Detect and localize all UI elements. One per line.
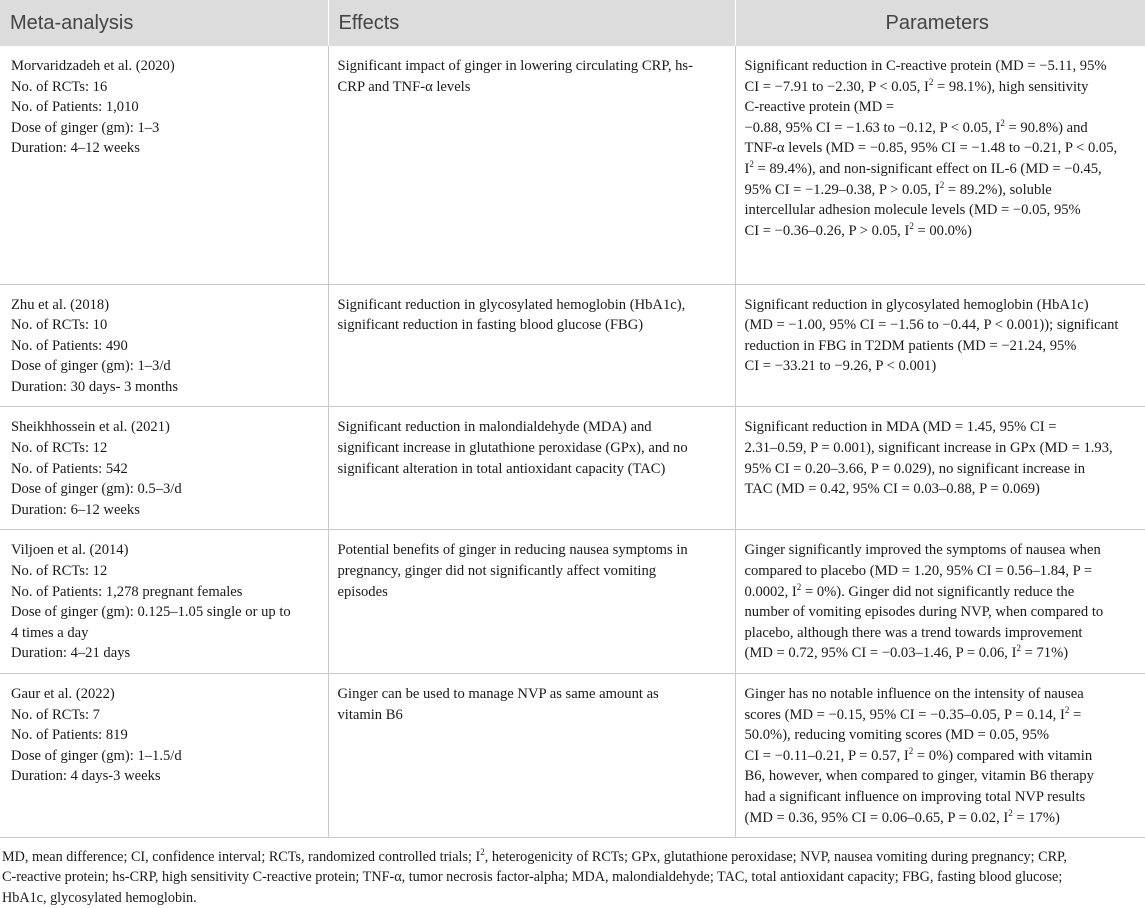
parameters-line: compared to placebo (MD = 1.20, 95% CI = 0.56–1.84, P = <box>744 563 1093 580</box>
parameters-line: (MD = 0.36, 95% CI = 0.06–0.65, P = 0.02, $I^2 = 17\%$) <box>744 807 1060 826</box>
parameters-line: CI = −0.36–0.26, P > 0.05, $I^2 = 00.0\%$) <box>744 220 972 239</box>
footnote-line: HbA1c, glycosylated hemoglobin. <box>2 889 197 906</box>
table-row <box>0 530 1145 674</box>
meta-analysis-cell <box>0 284 328 407</box>
parameters-cell <box>735 284 1145 407</box>
parameters-line: CI = −33.21 to −9.26, P < 0.001) <box>744 358 937 375</box>
effects-line: Potential benefits of ginger in reducing nausea symptoms in <box>337 542 688 559</box>
parameters-line: (MD = −1.00, 95% CI = −1.56 to −0.44, P < 0.001)); significant <box>744 317 1119 334</box>
meta-analysis-line: No. of Patients: 1,278 pregnant females <box>11 583 243 600</box>
parameters-line: B6, however, when compared to ginger, vitamin B6 therapy <box>744 768 1094 785</box>
table-header-row <box>0 0 1145 46</box>
meta-analysis-cell <box>0 407 328 530</box>
meta-analysis-line: Dose of ginger (gm): 0.5–3/d <box>11 481 182 498</box>
effects-line: Significant reduction in glycosylated hemoglobin (HbA1c), <box>337 296 686 313</box>
parameters-line: reduction in FBG in T2DM patients (MD = −21.24, 95% <box>744 337 1077 354</box>
header-effects: Effects <box>328 0 735 46</box>
parameters-line: intercellular adhesion molecule levels (MD = −0.05, 95% <box>744 202 1081 219</box>
meta-analysis-line: Dose of ginger (gm): 1–1.5/d <box>11 747 182 764</box>
meta-analysis-line: No. of Patients: 542 <box>11 460 128 477</box>
meta-analysis-line: No. of Patients: 819 <box>11 727 128 744</box>
parameters-line: 50.0%), reducing vomiting scores (MD = 0.05, 95% <box>744 727 1050 744</box>
effects-line: Significant impact of ginger in lowering circulating CRP, hs- <box>337 58 693 74</box>
table-row <box>0 46 1145 284</box>
meta-analysis-line: Duration: 30 days- 3 months <box>11 378 179 395</box>
meta-analysis-line: Dose of ginger (gm): 1–3 <box>11 119 160 136</box>
parameters-line: 95% CI = −1.29–0.38, P > 0.05, $I^2 = 89.2\%$), soluble <box>744 179 1052 198</box>
effects-line: significant increase in glutathione peroxidase (GPx), and no <box>337 440 688 457</box>
effects-line: Ginger can be used to manage NVP as same amount as <box>337 686 659 702</box>
effects-line: pregnancy, ginger did not significantly affect vomiting <box>337 563 657 580</box>
parameters-line: −0.88, 95% CI = −1.63 to −0.12, P < 0.05, $I^2 = 90.8\%$) and <box>744 117 1088 136</box>
parameters-cell <box>735 674 1145 838</box>
header-meta-analysis: Meta-analysis <box>0 0 328 46</box>
meta-analysis-line: No. of RCTs: 7 <box>11 706 100 723</box>
parameters-cell <box>735 407 1145 530</box>
meta-analysis-line: Morvaridzadeh et al. (2020) <box>11 58 175 74</box>
parameters-line: 2.31–0.59, P = 0.001), significant increase in GPx (MD = 1.93, <box>744 440 1113 457</box>
parameters-line: Significant reduction in MDA (MD = 1.45, 95% CI = <box>744 419 1057 436</box>
meta-analysis-line: Duration: 4–12 weeks <box>11 140 140 157</box>
meta-analysis-line: Dose of ginger (gm): 1–3/d <box>11 358 171 375</box>
parameters-line: CI = −7.91 to −2.30, P < 0.05, $I^2 = 98.1\%$), high sensitivity <box>744 76 1089 95</box>
parameters-line: Ginger significantly improved the symptoms of nausea when <box>744 542 1101 559</box>
table-row <box>0 284 1145 407</box>
meta-analysis-line: Sheikhhossein et al. (2021) <box>11 419 170 436</box>
effects-line: significant alteration in total antioxidant capacity (TAC) <box>337 460 666 477</box>
parameters-line: 0.0002, $I^2 = 0\%$). Ginger did not significantly reduce the <box>744 581 1075 600</box>
effects-line: vitamin B6 <box>337 706 403 723</box>
parameters-cell <box>735 530 1145 674</box>
parameters-line: Significant reduction in C-reactive protein (MD = −5.11, 95% <box>744 58 1107 74</box>
effects-line: Significant reduction in malondialdehyde (MDA) and <box>337 419 652 436</box>
meta-analysis-line: 4 times a day <box>11 624 89 641</box>
footnote-line: MD, mean difference; CI, confidence interval; RCTs, randomized controlled trials; $I^2$, heterogenicity of RCTs; GPx, glutathione peroxidase; NVP, nausea vomiting during pregnancy; CRP, <box>2 847 1067 866</box>
meta-analysis-line: No. of RCTs: 16 <box>11 78 108 95</box>
meta-analysis-line: No. of Patients: 1,010 <box>11 99 139 116</box>
meta-analysis-line: No. of Patients: 490 <box>11 337 128 354</box>
meta-analysis-line: No. of RCTs: 12 <box>11 440 108 457</box>
meta-analysis-line: Viljoen et al. (2014) <box>11 542 129 559</box>
effects-cell <box>328 530 735 674</box>
parameters-line: Significant reduction in glycosylated hemoglobin (HbA1c) <box>744 296 1089 313</box>
meta-analysis-line: No. of RCTs: 10 <box>11 317 108 334</box>
meta-analysis-line: No. of RCTs: 12 <box>11 563 108 580</box>
parameters-line: TNF-α levels (MD = −0.85, 95% CI = −1.48 to −0.21, P < 0.05, <box>744 140 1118 157</box>
effects-cell <box>328 674 735 838</box>
parameters-line: CI = −0.11–0.21, P = 0.57, $I^2 = 0\%$) compared with vitamin <box>744 745 1093 764</box>
parameters-line: $I^2 = 89.4\%$), and non-significant effect on IL-6 (MD = −0.45, <box>744 158 1102 177</box>
parameters-line: (MD = 0.72, 95% CI = −0.03–1.46, P = 0.06, $I^2 = 71\%$) <box>744 643 1069 662</box>
effects-cell <box>328 284 735 407</box>
meta-analysis-cell <box>0 46 328 284</box>
effects-line: episodes <box>337 583 388 600</box>
meta-analysis-cell <box>0 530 328 674</box>
meta-analysis-cell <box>0 674 328 838</box>
parameters-line: had a significant influence on improving total NVP results <box>744 788 1086 805</box>
meta-analysis-line: Duration: 6–12 weeks <box>11 501 140 518</box>
meta-analysis-line: Dose of ginger (gm): 0.125–1.05 single or up to <box>11 604 291 621</box>
meta-analysis-line: Duration: 4–21 days <box>11 645 131 662</box>
table-footnote <box>0 838 1145 908</box>
parameters-line: 95% CI = 0.20–3.66, P = 0.029), no significant increase in <box>744 460 1086 477</box>
header-parameters: Parameters <box>885 11 989 34</box>
effects-line: CRP and TNF-α levels <box>337 78 471 95</box>
parameters-line: C-reactive protein (MD = <box>744 99 895 116</box>
table-body <box>0 46 1145 838</box>
meta-analysis-line: Gaur et al. (2022) <box>11 686 115 702</box>
parameters-cell <box>735 46 1145 284</box>
parameters-line: TAC (MD = 0.42, 95% CI = 0.03–0.88, P = 0.069) <box>744 481 1040 498</box>
effects-cell <box>328 407 735 530</box>
parameters-line: placebo, although there was a trend towards improvement <box>744 624 1083 641</box>
table-row <box>0 674 1145 838</box>
meta-analysis-line: Zhu et al. (2018) <box>11 296 110 313</box>
parameters-line: scores (MD = −0.15, 95% CI = −0.35–0.05, P = 0.14, $I^2$ = <box>744 704 1082 723</box>
table-row <box>0 407 1145 530</box>
footnote-line: C-reactive protein; hs-CRP, high sensitivity C-reactive protein; TNF-α, tumor necrosis factor-alpha; MDA, malondialdehyde; TAC, total antioxidant capacity; FBG, fasting blood glucose; <box>2 869 1063 886</box>
effects-cell <box>328 46 735 284</box>
parameters-line: Ginger has no notable influence on the intensity of nausea <box>744 686 1084 702</box>
meta-analysis-line: Duration: 4 days-3 weeks <box>11 768 161 785</box>
parameters-line: number of vomiting episodes during NVP, when compared to <box>744 604 1104 621</box>
effects-line: significant reduction in fasting blood glucose (FBG) <box>337 317 644 334</box>
